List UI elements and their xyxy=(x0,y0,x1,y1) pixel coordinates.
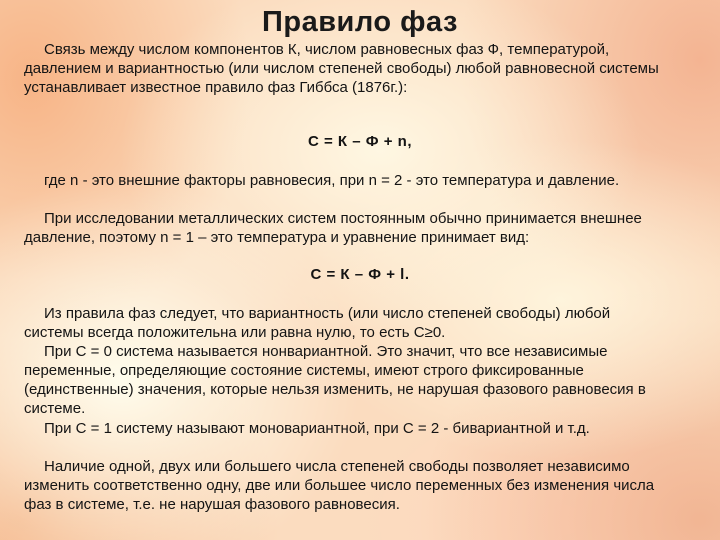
formula-general: С = К – Ф + n, xyxy=(308,133,412,150)
text-line: переменные, определяющие состояние системы, имеют строго фиксированные xyxy=(24,362,584,379)
text-line: где n - это внешние факторы равновесия, при n = 2 - это температура и давление. xyxy=(44,172,620,189)
text-line: При С = 0 система называется нонвариантной. Это значит, что все независимые xyxy=(44,343,608,360)
paragraph-monovariant xyxy=(24,419,700,438)
paragraph-gibbs-intro xyxy=(24,40,700,97)
paragraph-variance-positive xyxy=(24,304,700,342)
text-line: изменить соответственно одну, две или большее число переменных без изменения числа xyxy=(24,477,655,494)
paragraph-degrees-freedom xyxy=(24,457,700,514)
text-line: При С = 1 систему называют моновариантной, при С = 2 - бивариантной и т.д. xyxy=(44,420,590,437)
slide-title: Правило фаз xyxy=(262,6,458,38)
text-line: системе. xyxy=(24,400,86,417)
text-line: (единственные) значения, которые нельзя изменить, не нарушая фазового равновесия в xyxy=(24,381,646,398)
formula-metals: С = К – Ф + l. xyxy=(310,266,410,283)
text-line: При исследовании металлических систем постоянным обычно принимается внешнее xyxy=(44,210,642,227)
text-line: Связь между числом компонентов К, числом равновесных фаз Ф, температурой, xyxy=(44,41,610,58)
paragraph-n-definition xyxy=(24,171,700,190)
text-line: системы всегда положительна или равна нулю, то есть С≥0. xyxy=(24,324,446,341)
text-line: Из правила фаз следует, что вариантность (или число степеней свободы) любой xyxy=(44,305,611,322)
text-line: Наличие одной, двух или большего числа степеней свободы позволяет независимо xyxy=(44,458,630,475)
text-line: устанавливает известное правило фаз Гиббса (1876г.): xyxy=(24,79,408,96)
paragraph-metal-systems xyxy=(24,209,700,247)
text-line: фаз в системе, т.е. не нарушая фазового равновесия. xyxy=(24,496,400,513)
text-line: давление, поэтому n = 1 – это температура и уравнение принимает вид: xyxy=(24,229,530,246)
paragraph-nonvariant xyxy=(24,342,700,418)
text-line: давлением и вариантностью (или числом степеней свободы) любой равновесной системы xyxy=(24,60,659,77)
